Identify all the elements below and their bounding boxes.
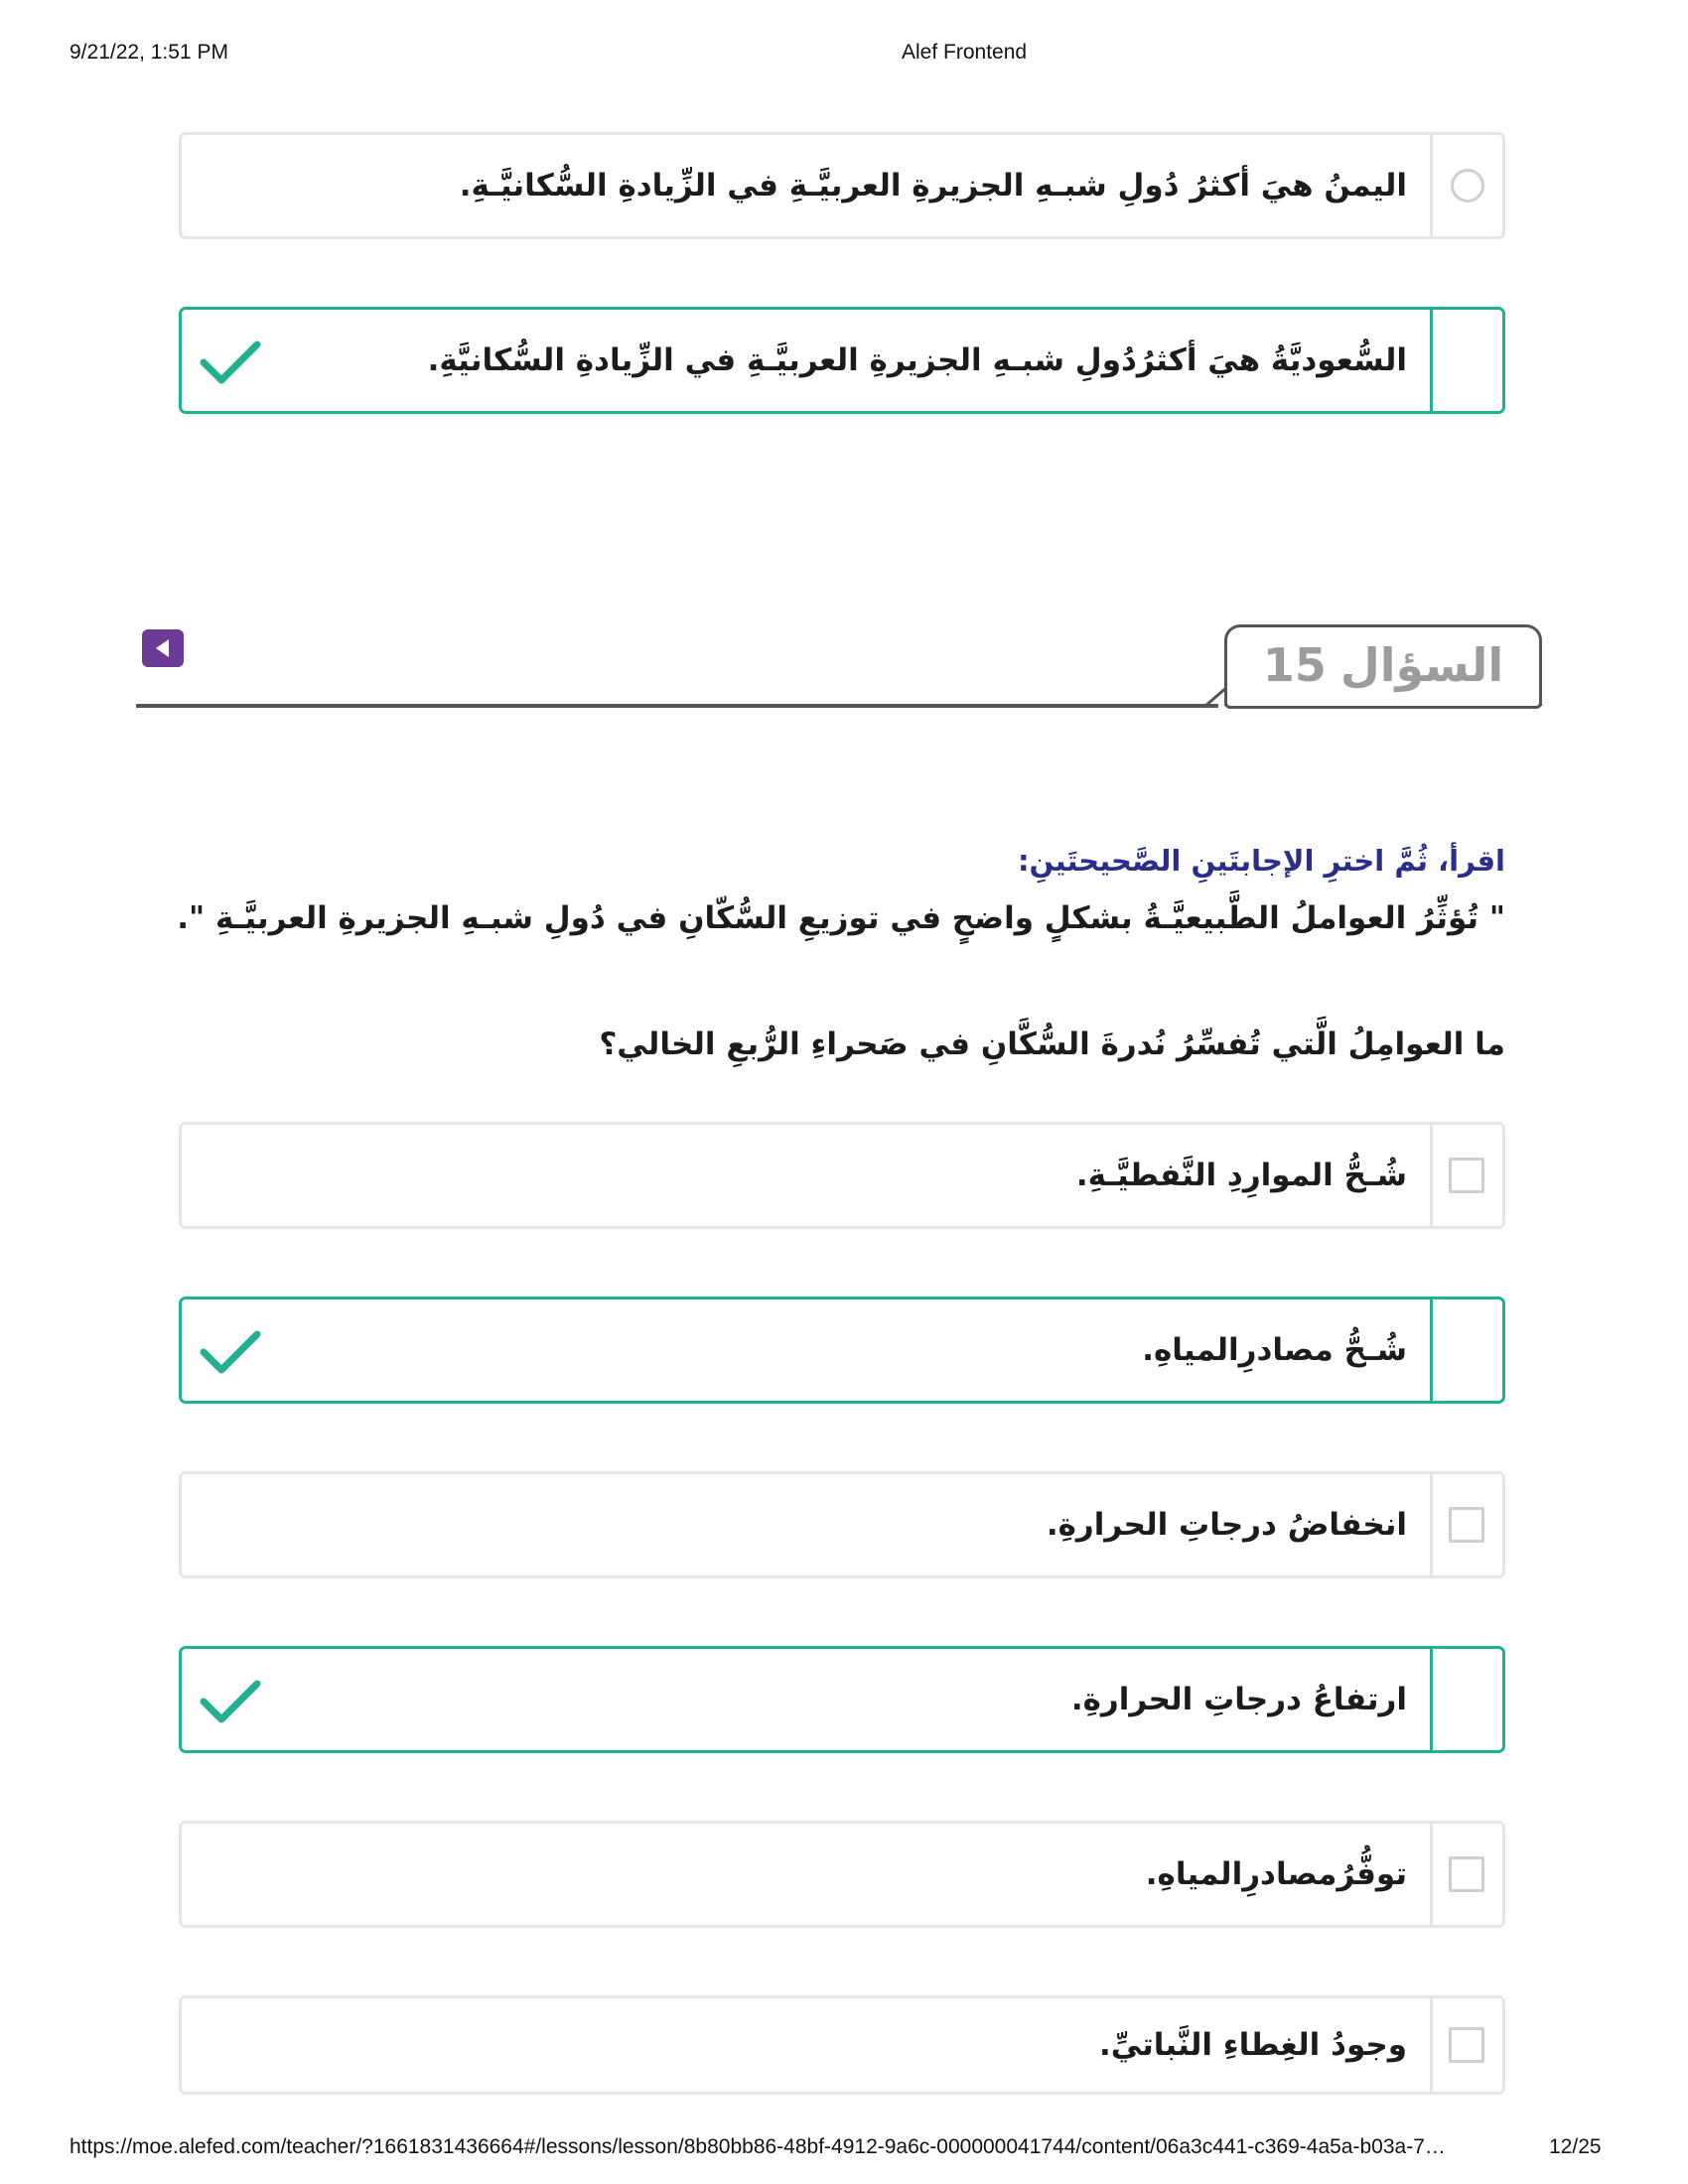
print-page-number: 12/25	[1549, 2135, 1602, 2158]
print-url: https://moe.alefed.com/teacher/?1661831436664#/lessons/lesson/8b80bb86-48bf-4912-9a6c-000000041744/content/06a3c441-c369-4a5a-b03a-7…	[70, 2135, 1446, 2158]
question-quote: " تُؤثِّرُ العواملُ الطَّبيعيَّـةُ بشكلٍ واضحٍ في توزيعِ السُّكّانِ في دُولِ شبـهِ الجزيرةِ العربيَّـةِ ".	[177, 900, 1505, 936]
checkmark-icon	[200, 1328, 261, 1376]
question-instruction: اقرأ، ثُمَّ اخترِ الإجابتَينِ الصَّحيحتَينِ:	[1017, 844, 1505, 878]
option-divider	[1430, 1474, 1433, 1575]
answer-option-6[interactable]	[179, 1995, 1505, 2095]
checkmark-icon	[200, 339, 261, 386]
print-datetime: 9/21/22, 1:51 PM	[70, 41, 228, 64]
option-divider	[1430, 1125, 1433, 1226]
answer-option-3[interactable]	[179, 1471, 1505, 1578]
question-label: السؤال	[1339, 638, 1504, 692]
option-divider	[1430, 1649, 1433, 1750]
prev-option-1-text: اليمنُ هيَ أكثرُ دُولِ شبـهِ الجزيرةِ العربيَّـةِ في الزِّيادةِ السُّكانيَّـةِ.	[459, 168, 1407, 204]
checkmark-icon	[200, 1678, 261, 1725]
answer-option-2-text: شُـحُّ مصادرِالمياهِ.	[1142, 1332, 1407, 1368]
checkbox[interactable]	[1449, 2027, 1484, 2063]
print-page-title: Alef Frontend	[902, 41, 1028, 64]
option-divider	[1430, 135, 1433, 236]
answer-option-5[interactable]	[179, 1821, 1505, 1928]
back-button[interactable]	[142, 629, 184, 667]
question-title	[1224, 624, 1542, 706]
answer-option-1-text: شُـحُّ الموارِدِ النَّفطيَّـةِ.	[1075, 1158, 1407, 1193]
caret-left-icon	[154, 638, 172, 658]
checkbox[interactable]	[1449, 1856, 1484, 1892]
answer-option-4[interactable]	[179, 1646, 1505, 1753]
answer-option-3-text: انخفاضُ درجاتِ الحرارةِ.	[1046, 1507, 1407, 1543]
option-divider	[1430, 1998, 1433, 2092]
answer-option-5-text: توفُّرُمصادرِالمياهِ.	[1145, 1856, 1407, 1892]
radio-button[interactable]	[1451, 169, 1484, 203]
checkbox[interactable]	[1449, 1507, 1484, 1543]
answer-option-2[interactable]	[179, 1297, 1505, 1404]
answer-option-6-text: وجودُ الغِطاءِ النَّباتيِّ.	[1099, 2027, 1407, 2063]
prev-option-2-text: السُّعوديَّةُ هيَ أكثرُدُولِ شبـهِ الجزيرةِ العربيَّـةِ في الزِّيادةِ السُّكانيَّةِ.	[427, 342, 1407, 378]
option-divider	[1430, 310, 1433, 411]
option-divider	[1430, 1824, 1433, 1925]
question-number: 15	[1262, 638, 1327, 692]
prev-option-1[interactable]	[179, 132, 1505, 239]
question-header-rule	[136, 704, 1218, 708]
prev-option-2[interactable]	[179, 307, 1505, 414]
answer-option-1[interactable]	[179, 1122, 1505, 1229]
question-prompt: ما العوامِلُ الَّتي تُفسِّرُ نُدرةَ السُّكَّانِ في صَحراءِ الرُّبعِ الخالي؟	[599, 1026, 1505, 1062]
checkbox[interactable]	[1449, 1158, 1484, 1193]
option-divider	[1430, 1299, 1433, 1401]
answer-option-4-text: ارتفاعُ درجاتِ الحرارةِ.	[1070, 1682, 1407, 1717]
